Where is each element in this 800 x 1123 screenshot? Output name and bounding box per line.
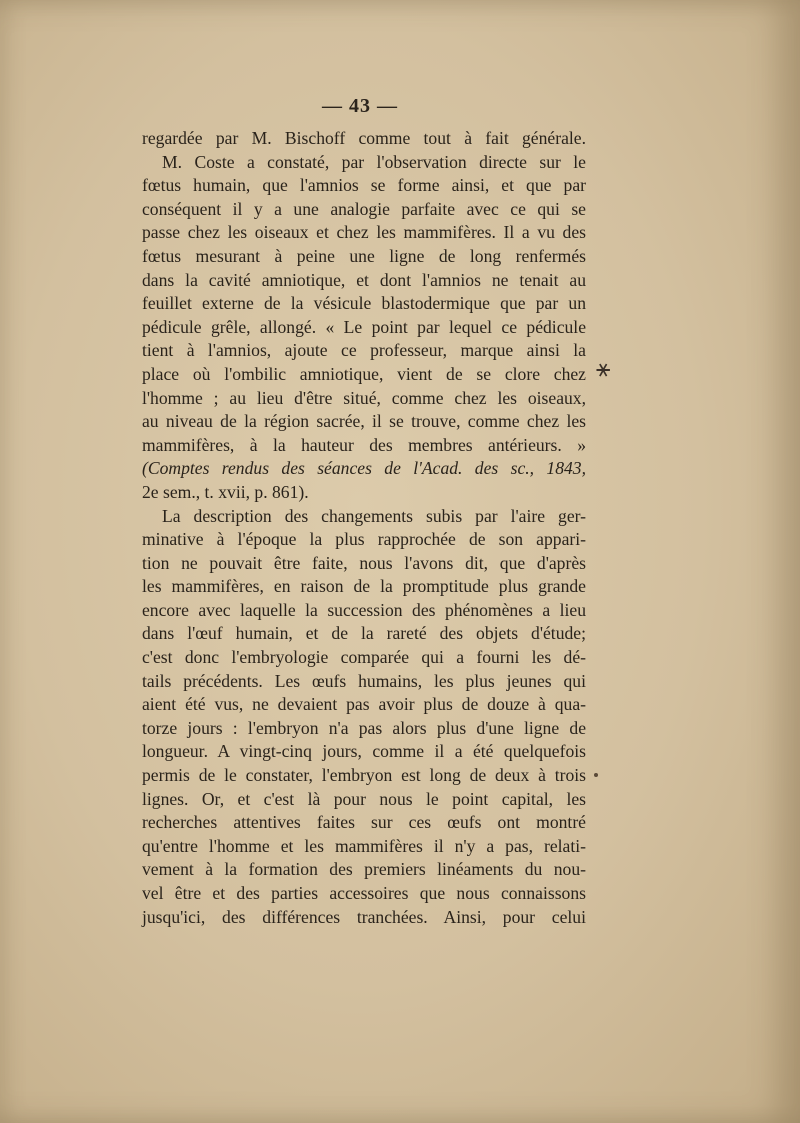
text-line: les mammifères, en raison de la promptitude plus grande [142, 576, 586, 597]
text-line: dans l'œuf humain, et de la rareté des objets d'étude; [142, 623, 586, 644]
text-line: lignes. Or, et c'est là pour nous le point capital, les [142, 788, 586, 809]
text-line: vel être et des parties accessoires que nous connaissons [142, 883, 586, 903]
text-line: c'est donc l'embryologie comparée qui a fourni les dé- [142, 647, 586, 668]
text-line: pédicule grêle, allongé. « Le point par lequel ce pédicule [142, 316, 586, 337]
body-text [142, 127, 586, 929]
text-line: regardée par M. Bischoff comme tout à fait générale. [142, 128, 586, 148]
text-line: l'homme ; au lieu d'être situé, comme chez les oiseaux, [142, 387, 586, 408]
text-line: La description des changements subis par l'aire ger- [162, 505, 586, 526]
text-line: mammifères, à la hauteur des membres antérieurs. » [142, 434, 586, 455]
text-line: conséquent il y a une analogie parfaite avec ce qui se [142, 198, 586, 219]
text-line: jusqu'ici, des différences tranchées. Ainsi, pour celui [142, 906, 586, 927]
text-line: tient à l'amnios, ajoute ce professeur, marque ainsi la [142, 340, 586, 361]
text-line: feuillet externe de la vésicule blastodermique que par un [142, 293, 586, 314]
page-number: — 43 — [322, 95, 398, 117]
text-line: vement à la formation des premiers linéaments du nou- [142, 859, 586, 880]
text-line: dans la cavité amniotique, et dont l'amnios ne tenait au [142, 269, 586, 290]
text-line: tion ne pouvait être faite, nous l'avons dit, que d'après [142, 552, 586, 573]
text-line: qu'entre l'homme et les mammifères il n'y a pas, relati- [142, 835, 586, 856]
text-line: passe chez les oiseaux et chez les mammifères. Il a vu des [142, 222, 586, 243]
text-line: encore avec laquelle la succession des phénomènes a lieu [142, 599, 586, 620]
text-line: recherches attentives faites sur ces œufs ont montré [142, 812, 586, 833]
text-line: fœtus humain, que l'amnios se forme ainsi, et que par [142, 175, 586, 196]
text-line: (Comptes rendus des séances de l'Acad. des sc., 1843, [142, 458, 586, 479]
text-line: 2e sem., t. xvii, p. 861). [142, 481, 309, 502]
ink-dot [594, 773, 598, 777]
text-line: M. Coste a constaté, par l'observation directe sur le [162, 151, 586, 172]
text-line: torze jours : l'embryon n'a pas alors plus d'une ligne de [142, 717, 586, 738]
text-line: tails précédents. Les œufs humains, les plus jeunes qui [142, 670, 586, 691]
text-line: minative à l'époque la plus rapprochée de son appari- [142, 529, 586, 550]
text-line: longueur. A vingt-cinq jours, comme il a été quelquefois [142, 741, 586, 762]
text-line: place où l'ombilic amniotique, vient de se clore chez [142, 363, 586, 384]
margin-annotation-icon: ⚹ [596, 354, 611, 382]
text-line: au niveau de la région sacrée, il se trouve, comme chez les [142, 411, 586, 432]
text-line: fœtus mesurant à peine une ligne de long renfermés [142, 245, 586, 266]
text-line: permis de le constater, l'embryon est long de deux à trois [142, 765, 586, 786]
text-line: aient été vus, ne devaient pas avoir plus de douze à qua- [142, 694, 586, 715]
